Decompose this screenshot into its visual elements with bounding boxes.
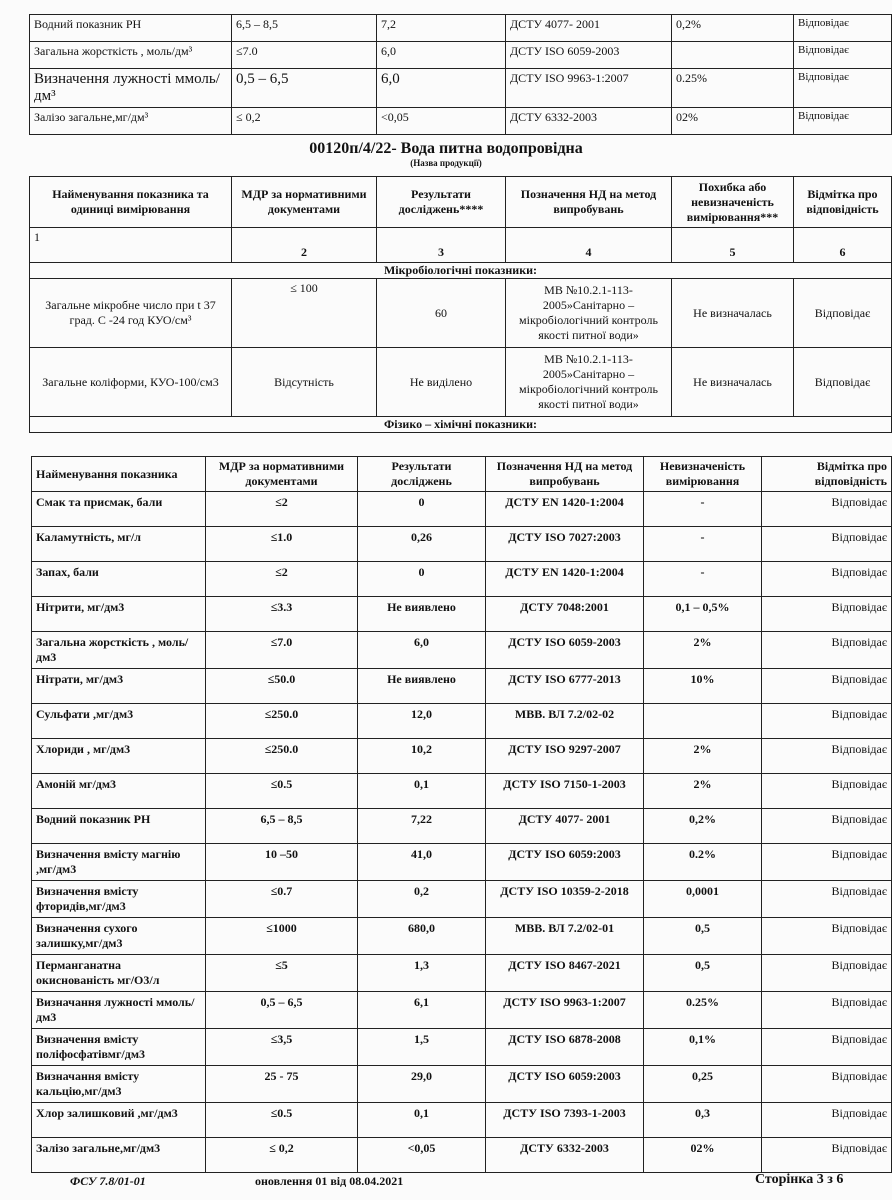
- uncertainty-value: 0,2%: [672, 15, 794, 42]
- result-value: 1,3: [358, 955, 486, 992]
- uncertainty-value: Не визначалась: [672, 348, 794, 417]
- column-number: 5: [672, 228, 794, 263]
- phys-section-row: [30, 417, 892, 433]
- result-value: Не виділено: [377, 348, 506, 417]
- compliance-status: Відповідає: [762, 1138, 892, 1173]
- method-code: ДСТУ ISO 6777-2013: [486, 669, 644, 704]
- indicator-name: Каламутність, мг/л: [32, 527, 206, 562]
- method-code: ДСТУ ISO 6878-2008: [486, 1029, 644, 1066]
- method-code: ДСТУ ISO 9963-1:2007: [486, 992, 644, 1029]
- indicator-name: Смак та присмак, бали: [32, 492, 206, 527]
- result-value: 0: [358, 562, 486, 597]
- page-number: Сторінка 3 з 6: [755, 1172, 844, 1187]
- method-code: ДСТУ 4077- 2001: [486, 809, 644, 844]
- compliance-status: Відповідає: [762, 492, 892, 527]
- method-code: МВ №10.2.1-113-2005»Санітарно – мікробіологічний контроль якості питної води»: [506, 279, 672, 348]
- mdr-value: ≤3,5: [206, 1029, 358, 1066]
- mdr-value: 0,5 – 6,5: [206, 992, 358, 1029]
- form-code: ФСУ 7.8/01-01: [70, 1174, 146, 1188]
- mdr-value: ≤7.0: [206, 632, 358, 669]
- result-value: 7,22: [358, 809, 486, 844]
- mdr-value: 0,5 – 6,5: [232, 69, 377, 108]
- micro-header-mdr: МДР за нормативними документами: [232, 177, 377, 228]
- table-row: [32, 992, 892, 1029]
- uncertainty-value: 0,5: [644, 918, 762, 955]
- table-row: [30, 15, 892, 42]
- indicator-name: Загальна жорсткість , моль/дм³: [30, 42, 232, 69]
- result-value: 6,1: [358, 992, 486, 1029]
- uncertainty-value: 02%: [644, 1138, 762, 1173]
- mdr-value: 6,5 – 8,5: [232, 15, 377, 42]
- compliance-status: Відповідає: [762, 881, 892, 918]
- result-value: Не виявлено: [358, 669, 486, 704]
- indicator-name: Загальне коліформи, КУО-100/см3: [30, 348, 232, 417]
- compliance-status: Відповідає: [762, 597, 892, 632]
- table-row: [30, 69, 892, 108]
- result-value: 41,0: [358, 844, 486, 881]
- mdr-value: ≤0.5: [206, 1103, 358, 1138]
- mdr-value: ≤250.0: [206, 739, 358, 774]
- indicator-name: Сульфати ,мг/дм3: [32, 704, 206, 739]
- result-value: 0,1: [358, 1103, 486, 1138]
- table-row: [32, 881, 892, 918]
- method-code: ДСТУ ISO 6059-2003: [506, 42, 672, 69]
- table-row: [32, 844, 892, 881]
- compliance-status: Відповідає: [762, 562, 892, 597]
- indicator-name: Визначання лужності ммоль/дм3: [32, 992, 206, 1029]
- mdr-value: ≤7.0: [232, 42, 377, 69]
- column-number: 4: [506, 228, 672, 263]
- uncertainty-value: 0.2%: [644, 844, 762, 881]
- uncertainty-value: 0.25%: [644, 992, 762, 1029]
- physico-chemical-table: [31, 456, 892, 1173]
- mdr-value: ≤3.3: [206, 597, 358, 632]
- micro-header-status: Відмітка про відповідність: [794, 177, 892, 228]
- compliance-status: Відповідає: [762, 632, 892, 669]
- indicator-name: Амоній мг/дм3: [32, 774, 206, 809]
- compliance-status: Відповідає: [794, 69, 892, 108]
- mdr-value: Відсутність: [232, 348, 377, 417]
- table-row: [32, 774, 892, 809]
- column-number: 3: [377, 228, 506, 263]
- method-code: МВВ. ВЛ 7.2/02-01: [486, 918, 644, 955]
- indicator-name: Нітрити, мг/дм3: [32, 597, 206, 632]
- table-row: [30, 279, 892, 348]
- method-code: ДСТУ ISO 9297-2007: [486, 739, 644, 774]
- compliance-status: Відповідає: [762, 527, 892, 562]
- result-value: 6,0: [358, 632, 486, 669]
- uncertainty-value: 0,1%: [644, 1029, 762, 1066]
- indicator-name: Нітрати, мг/дм3: [32, 669, 206, 704]
- table-row: [32, 1066, 892, 1103]
- mdr-value: ≤ 0,2: [232, 108, 377, 135]
- compliance-status: Відповідає: [762, 992, 892, 1029]
- mdr-value: ≤2: [206, 492, 358, 527]
- column-number: 6: [794, 228, 892, 263]
- compliance-status: Відповідає: [762, 774, 892, 809]
- uncertainty-value: [672, 42, 794, 69]
- method-code: ДСТУ ISO 6059:2003: [486, 844, 644, 881]
- mdr-value: ≤1000: [206, 918, 358, 955]
- revision-note: оновлення 01 від 08.04.2021: [255, 1174, 404, 1188]
- table-row: [32, 597, 892, 632]
- method-code: ДСТУ ISO 7393-1-2003: [486, 1103, 644, 1138]
- compliance-status: Відповідає: [762, 1103, 892, 1138]
- compliance-status: Відповідає: [762, 1029, 892, 1066]
- result-value: 6,0: [377, 42, 506, 69]
- result-value: 680,0: [358, 918, 486, 955]
- uncertainty-value: 10%: [644, 669, 762, 704]
- indicator-name: Визначення сухого залишку,мг/дм3: [32, 918, 206, 955]
- indicator-name: Водний показник PH: [32, 809, 206, 844]
- table-row: [32, 1138, 892, 1173]
- method-code: ДСТУ ISO 9963-1:2007: [506, 69, 672, 108]
- micro-header-uncertainty: Похибка або невизначеність вимірювання***: [672, 177, 794, 228]
- compliance-status: Відповідає: [762, 739, 892, 774]
- uncertainty-value: 2%: [644, 774, 762, 809]
- indicator-name: Визначення вмісту магнію ,мг/дм3: [32, 844, 206, 881]
- indicator-name: Визначання вмісту кальцію,мг/дм3: [32, 1066, 206, 1103]
- uncertainty-value: [644, 704, 762, 739]
- method-code: ДСТУ EN 1420-1:2004: [486, 492, 644, 527]
- uncertainty-value: -: [644, 492, 762, 527]
- uncertainty-value: 0,0001: [644, 881, 762, 918]
- method-code: ДСТУ 7048:2001: [486, 597, 644, 632]
- compliance-status: Відповідає: [762, 844, 892, 881]
- mdr-value: 25 - 75: [206, 1066, 358, 1103]
- result-value: Не виявлено: [358, 597, 486, 632]
- compliance-status: Відповідає: [762, 669, 892, 704]
- column-number: 1: [30, 228, 232, 263]
- table-row: [32, 704, 892, 739]
- compliance-status: Відповідає: [794, 348, 892, 417]
- method-code: ДСТУ 6332-2003: [486, 1138, 644, 1173]
- method-code: ДСТУ ISO 6059-2003: [486, 632, 644, 669]
- indicator-name: Визначення лужності ммоль/дм³: [30, 69, 232, 108]
- result-value: 0,1: [358, 774, 486, 809]
- uncertainty-value: 2%: [644, 632, 762, 669]
- uncertainty-value: 0,5: [644, 955, 762, 992]
- table-row: [30, 348, 892, 417]
- table-row: [32, 918, 892, 955]
- uncertainty-value: 0,1 – 0,5%: [644, 597, 762, 632]
- method-code: ДСТУ ISO 7150-1-2003: [486, 774, 644, 809]
- phys-header-row: [32, 457, 892, 492]
- product-title: 00120п/4/22- Вода питна водопровідна: [309, 140, 583, 157]
- mdr-value: ≤0.7: [206, 881, 358, 918]
- indicator-name: Перманганатна окиснованість мг/О3/л: [32, 955, 206, 992]
- uncertainty-value: Не визначалась: [672, 279, 794, 348]
- table-row: [30, 42, 892, 69]
- mdr-value: ≤250.0: [206, 704, 358, 739]
- indicator-name: Залізо загальне,мг/дм3: [32, 1138, 206, 1173]
- indicator-name: Водний показник PH: [30, 15, 232, 42]
- method-code: ДСТУ EN 1420-1:2004: [486, 562, 644, 597]
- uncertainty-value: 02%: [672, 108, 794, 135]
- result-value: 0,2: [358, 881, 486, 918]
- compliance-status: Відповідає: [762, 955, 892, 992]
- micro-section-label: Мікробіологічні показники:: [30, 263, 892, 279]
- table-row: [30, 108, 892, 135]
- uncertainty-value: 2%: [644, 739, 762, 774]
- result-value: <0,05: [358, 1138, 486, 1173]
- phys-header-mdr: МДР за нормативними документами: [206, 457, 358, 492]
- mdr-value: ≤50.0: [206, 669, 358, 704]
- uncertainty-value: 0,3: [644, 1103, 762, 1138]
- table-row: [32, 809, 892, 844]
- result-value: 7,2: [377, 15, 506, 42]
- compliance-status: Відповідає: [794, 42, 892, 69]
- result-value: 6,0: [377, 69, 506, 108]
- table-row: [32, 955, 892, 992]
- method-code: ДСТУ ISO 7027:2003: [486, 527, 644, 562]
- uncertainty-value: -: [644, 527, 762, 562]
- table-row: [32, 739, 892, 774]
- mdr-value: ≤5: [206, 955, 358, 992]
- indicator-name: Запах, бали: [32, 562, 206, 597]
- mdr-value: 10 –50: [206, 844, 358, 881]
- column-number: 2: [232, 228, 377, 263]
- method-code: ДСТУ ISO 6059:2003: [486, 1066, 644, 1103]
- phys-header-result: Результати досліджень: [358, 457, 486, 492]
- compliance-status: Відповідає: [794, 108, 892, 135]
- result-value: 0,26: [358, 527, 486, 562]
- result-value: 1,5: [358, 1029, 486, 1066]
- compliance-status: Відповідає: [794, 15, 892, 42]
- microbiological-table: [29, 176, 892, 433]
- method-code: ДСТУ 6332-2003: [506, 108, 672, 135]
- mdr-value: 6,5 – 8,5: [206, 809, 358, 844]
- continued-results-table: [29, 14, 892, 135]
- method-code: МВ №10.2.1-113-2005»Санітарно – мікробіологічний контроль якості питної води»: [506, 348, 672, 417]
- table-row: [32, 1103, 892, 1138]
- compliance-status: Відповідає: [762, 918, 892, 955]
- result-value: 10,2: [358, 739, 486, 774]
- indicator-name: Хлориди , мг/дм3: [32, 739, 206, 774]
- phys-section-label: Фізико – хімічні показники:: [30, 417, 892, 433]
- indicator-name: Загальна жорсткість , моль/дм3: [32, 632, 206, 669]
- compliance-status: Відповідає: [762, 704, 892, 739]
- mdr-value: ≤1.0: [206, 527, 358, 562]
- phys-header-method: Позначення НД на метод випробувань: [486, 457, 644, 492]
- phys-header-uncertainty: Невизначеність вимірювання: [644, 457, 762, 492]
- phys-header-status: Відмітка про відповідність: [762, 457, 892, 492]
- product-subtitle: (Назва продукції): [410, 158, 482, 168]
- table-row: [32, 1029, 892, 1066]
- table-row: [32, 527, 892, 562]
- mdr-value: ≤0.5: [206, 774, 358, 809]
- indicator-name: Визначення вмісту фторидів,мг/дм3: [32, 881, 206, 918]
- indicator-name: Хлор залишковий ,мг/дм3: [32, 1103, 206, 1138]
- micro-header-result: Результати досліджень****: [377, 177, 506, 228]
- micro-header-name: Найменування показника та одиниці вимірювання: [30, 177, 232, 228]
- micro-number-row: [30, 228, 892, 263]
- method-code: ДСТУ 4077- 2001: [506, 15, 672, 42]
- table-row: [32, 492, 892, 527]
- result-value: 12,0: [358, 704, 486, 739]
- method-code: ДСТУ ISO 8467-2021: [486, 955, 644, 992]
- method-code: ДСТУ ISO 10359-2-2018: [486, 881, 644, 918]
- table-row: [32, 632, 892, 669]
- micro-header-row: [30, 177, 892, 228]
- result-value: 29,0: [358, 1066, 486, 1103]
- indicator-name: Залізо загальне,мг/дм³: [30, 108, 232, 135]
- indicator-name: Визначення вмісту поліфосфатівмг/дм3: [32, 1029, 206, 1066]
- result-value: 60: [377, 279, 506, 348]
- mdr-value: ≤2: [206, 562, 358, 597]
- table-row: [32, 562, 892, 597]
- mdr-value: ≤ 0,2: [206, 1138, 358, 1173]
- compliance-status: Відповідає: [794, 279, 892, 348]
- mdr-value: ≤ 100: [232, 279, 377, 348]
- indicator-name: Загальне мікробне число при t 37 град. С -24 год КУО/см³: [30, 279, 232, 348]
- compliance-status: Відповідає: [762, 1066, 892, 1103]
- result-value: <0,05: [377, 108, 506, 135]
- micro-section-row: [30, 263, 892, 279]
- result-value: 0: [358, 492, 486, 527]
- compliance-status: Відповідає: [762, 809, 892, 844]
- uncertainty-value: -: [644, 562, 762, 597]
- micro-header-method: Позначення НД на метод випробувань: [506, 177, 672, 228]
- table-row: [32, 669, 892, 704]
- phys-header-name: Найменування показника: [32, 457, 206, 492]
- uncertainty-value: 0,25: [644, 1066, 762, 1103]
- uncertainty-value: 0.25%: [672, 69, 794, 108]
- method-code: МВВ. ВЛ 7.2/02-02: [486, 704, 644, 739]
- uncertainty-value: 0,2%: [644, 809, 762, 844]
